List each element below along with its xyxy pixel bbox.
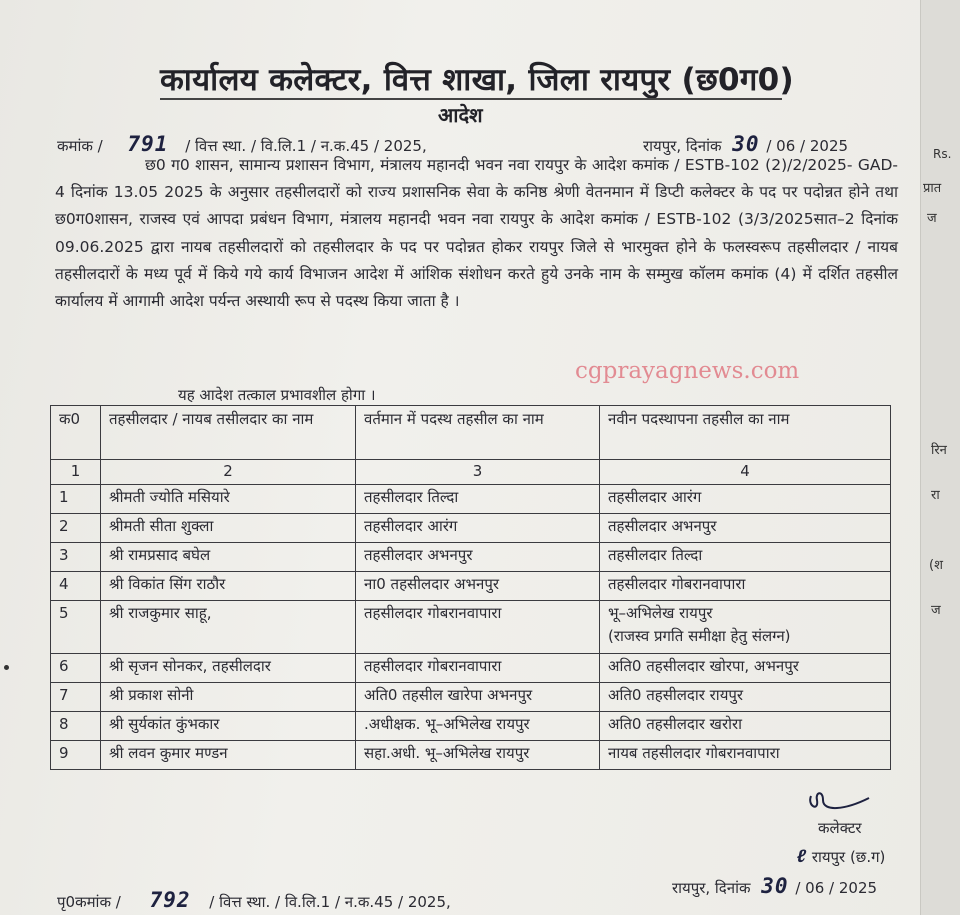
row-new: तहसीलदार तिल्दा [600, 543, 891, 572]
row-current: तहसीलदार अभनपुर [356, 543, 600, 572]
row-name: श्री सृजन सोनकर, तहसीलदार [101, 654, 356, 683]
row-new: तहसीलदार आरंग [600, 485, 891, 514]
edge-fragment: (श [929, 558, 943, 573]
posting-table [50, 405, 891, 770]
table-row [51, 485, 891, 514]
row-sn: 8 [51, 712, 101, 741]
table-row [51, 514, 891, 543]
row-new: अति0 तहसीलदार खोरपा, अभनपुर [600, 654, 891, 683]
row-current: तहसीलदार गोबरानवापारा [356, 601, 600, 654]
row-current: .अधीक्षक. भू–अभिलेख रायपुर [356, 712, 600, 741]
table-row [51, 654, 891, 683]
edge-fragment: Rs. [933, 147, 952, 161]
col-number: 1 [51, 460, 101, 485]
row-sn: 5 [51, 601, 101, 654]
table-row [51, 601, 891, 654]
row-current: ना0 तहसीलदार अभनपुर [356, 572, 600, 601]
edge-fragment: ज [927, 211, 937, 226]
table-row [51, 572, 891, 601]
row-new: अति0 तहसीलदार खरोरा [600, 712, 891, 741]
reference-date-rest: / 06 / 2025 [766, 137, 849, 155]
header-new: नवीन पदस्थापना तहसील का नाम [600, 406, 891, 460]
table-row [51, 712, 891, 741]
reference-file-no: / वित्त स्था. / वि.लि.1 / न.क.45 / 2025, [185, 137, 427, 155]
signature-place: रायपुर (छ.ग) [811, 848, 886, 866]
signature-mark: ℓ [796, 846, 808, 867]
header-sn: क0 [51, 406, 101, 460]
reference-date-day: 30 [732, 132, 760, 156]
office-title: कार्यालय कलेक्टर, वित्त शाखा, जिला रायपुर (छ0ग0) [160, 62, 794, 98]
endorsement-label: पृ0कमांक / [57, 893, 121, 911]
adjacent-page-edge [920, 0, 960, 915]
row-new: भू–अभिलेख रायपुर [608, 604, 713, 622]
row-name: श्री विकांत सिंग राठौर [101, 572, 356, 601]
endorsement-line [57, 888, 451, 912]
edge-fragment: ज [931, 603, 941, 618]
row-name: श्री प्रकाश सोनी [101, 683, 356, 712]
row-name: श्री रामप्रसाद बघेल [101, 543, 356, 572]
row-sn: 7 [51, 683, 101, 712]
row-current: तहसीलदार गोबरानवापारा [356, 654, 600, 683]
effect-line: यह आदेश तत्काल प्रभावशील होगा । [178, 386, 376, 404]
table-column-number-row [51, 460, 891, 485]
order-paragraph: छ0 ग0 शासन, सामान्य प्रशासन विभाग, मंत्रालय महानदी भवन नवा रायपुर के आदेश कमांक / ESTB-102 (2)/2/2025- GAD-4 दिनांक 13.05 2025 के अनुसार तहसीलदारों को राज्य प्रशासनिक सेवा के कनिष्ठ श्रेणी वेतनमान में डिप्टी कलेक्टर के पद पर पदोन्नत होने तथा छ0ग0शासन, राजस्व एवं आपदा प्रबंधन विभाग, मंत्रालय महानदी भवन नवा रायपुर के आदेश कमांक / ESTB-102 (3/3/2025सात–2 दिनांक 09.06.2025 द्वारा नायब तहसीलदारों को तहसीलदार के पद पर पदोन्नत होकर रायपुर जिले से भारमुक्त होने के फलस्वरूप तहसीलदार / नायब तहसीलदारों के मध्य पूर्व में किये गये कार्य विभाजन आदेश में आंशिक संशोधन करते हुये उनके नाम के सम्मुख कॉलम कमांक (4) में दर्शित तहसील कार्यालय में आगामी आदेश पर्यन्त अस्थायी रूप से पदस्थ किया जाता है । [55, 156, 898, 311]
signature-designation: कलेक्टर [818, 819, 862, 837]
ink-dot [4, 665, 9, 670]
row-current: सहा.अधी. भू–अभिलेख रायपुर [356, 741, 600, 770]
endorsement-date-rest: / 06 / 2025 [795, 879, 878, 897]
reference-place-label: रायपुर, दिनांक [643, 137, 722, 155]
reference-number: 791 [127, 132, 169, 156]
row-new: नायब तहसीलदार गोबरानवापारा [600, 741, 891, 770]
endorsement-date [672, 874, 877, 898]
header-name: तहसीलदार / नायब तसीलदार का नाम [101, 406, 356, 460]
row-current: अति0 तहसील खारेपा अभनपुर [356, 683, 600, 712]
row-name: श्री राजकुमार साहू, [101, 601, 356, 654]
order-body [55, 152, 898, 315]
order-heading: आदेश [438, 103, 483, 127]
col-number: 2 [101, 460, 356, 485]
table-row [51, 741, 891, 770]
row-sn: 3 [51, 543, 101, 572]
row-sn: 6 [51, 654, 101, 683]
row-name: श्रीमती ज्योति मसियारे [101, 485, 356, 514]
endorsement-file-no: / वित्त स्था. / वि.लि.1 / न.क.45 / 2025, [209, 893, 451, 911]
row-sn: 4 [51, 572, 101, 601]
row-sn: 1 [51, 485, 101, 514]
edge-fragment: प्रात [923, 181, 942, 196]
row-sn: 2 [51, 514, 101, 543]
endorsement-place-label: रायपुर, दिनांक [672, 879, 751, 897]
row-new-cell [600, 601, 891, 654]
table-row [51, 543, 891, 572]
row-new: अति0 तहसीलदार रायपुर [600, 683, 891, 712]
col-number: 4 [600, 460, 891, 485]
signature-place-line [796, 846, 885, 868]
row-new: तहसीलदार अभनपुर [600, 514, 891, 543]
edge-fragment: रा [931, 488, 940, 503]
row-name: श्री सुर्यकांत कुंभकार [101, 712, 356, 741]
row-name: श्री लवन कुमार मण्डन [101, 741, 356, 770]
row-name: श्रीमती सीता शुक्ला [101, 514, 356, 543]
row-current: तहसीलदार आरंग [356, 514, 600, 543]
header-current: वर्तमान में पदस्थ तहसील का नाम [356, 406, 600, 460]
endorsement-date-day: 30 [761, 874, 789, 898]
title-underline [160, 98, 782, 100]
edge-fragment: रिन [931, 443, 947, 458]
table-header-row [51, 406, 891, 460]
table-row [51, 683, 891, 712]
row-new-note: (राजस्व प्रगति समीक्षा हेतु संलग्न) [608, 627, 791, 645]
col-number: 3 [356, 460, 600, 485]
row-new: तहसीलदार गोबरानवापारा [600, 572, 891, 601]
row-current: तहसीलदार तिल्दा [356, 485, 600, 514]
reference-label: कमांक / [57, 137, 103, 155]
watermark: cgprayagnews.com [575, 358, 800, 384]
endorsement-number: 792 [149, 888, 191, 912]
row-sn: 9 [51, 741, 101, 770]
